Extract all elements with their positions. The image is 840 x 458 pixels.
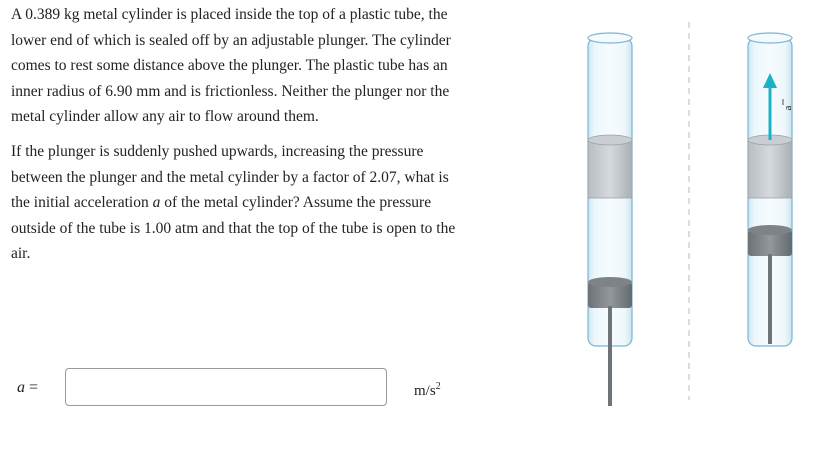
acceleration-arrow-label-group bbox=[782, 105, 794, 110]
answer-unit bbox=[414, 381, 441, 400]
unit-base: m/s bbox=[414, 383, 436, 399]
left-tube bbox=[588, 33, 632, 406]
acceleration-variable: a bbox=[152, 194, 161, 212]
right-metal-cylinder bbox=[748, 140, 792, 198]
left-metal-cylinder bbox=[588, 140, 632, 198]
right-plunger-top bbox=[748, 225, 792, 235]
problem-text bbox=[11, 2, 461, 267]
problem-paragraph-2 bbox=[11, 139, 461, 267]
answer-equals: = bbox=[29, 379, 39, 396]
left-plunger-rod bbox=[608, 306, 612, 406]
question-text-start: If the plunger is suddenly pushed upwards, increasing the pressure between the plunger and the metal cylinder by a factor of 2.07, what is the initial acceleration bbox=[11, 142, 449, 212]
answer-input[interactable] bbox=[65, 368, 387, 406]
answer-variable: a bbox=[17, 379, 25, 396]
left-tube-opening bbox=[588, 33, 632, 43]
right-plunger-rod bbox=[768, 254, 772, 344]
left-plunger-top bbox=[588, 277, 632, 287]
right-tube-opening bbox=[748, 33, 792, 43]
acceleration-arrow-label: a bbox=[782, 105, 794, 111]
left-metal-cylinder-top bbox=[588, 135, 632, 145]
tube-diagram bbox=[560, 0, 840, 458]
unit-exponent: 2 bbox=[435, 381, 441, 392]
problem-paragraph-1: A 0.389 kg metal cylinder is placed inside the top of a plastic tube, the lower end of which is sealed off by an adjustable plunger. The cylinder comes to rest some distance above the plunger. The plastic tube has an inner radius of 6.90 mm and is frictionless. Neither the plunger nor the metal cylinder allow any air to flow around them. bbox=[11, 6, 451, 126]
question-text-end: of the metal cylinder? Assume the pressure outside of the tube is 1.00 atm and that the top of the tube is open to the air. bbox=[11, 194, 456, 263]
right-tube bbox=[748, 33, 794, 346]
answer-label bbox=[17, 379, 38, 397]
